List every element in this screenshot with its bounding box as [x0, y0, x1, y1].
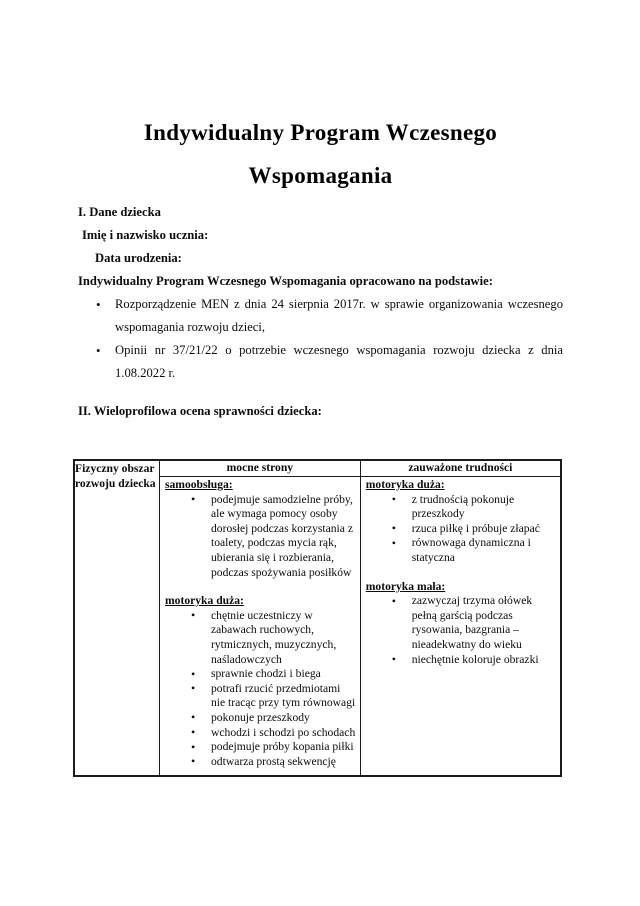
document-title-line1: Indywidualny Program Wczesnego [143, 120, 498, 145]
column-header-difficulties: zauważone trudności [360, 460, 561, 477]
list-item: • potrafi rzucić przedmiotami nie tracąc przy tym równowagi [211, 682, 356, 711]
section2-heading: II. Wieloprofilowa ocena sprawności dziecka: [78, 404, 322, 418]
strengths-gross-motor-subheading: motoryka duża: [165, 594, 244, 608]
basis-list [78, 293, 563, 385]
basis-heading: Indywidualny Program Wczesnego Wspomagania opracowano na podstawie: [78, 274, 493, 288]
table-header-row [74, 460, 561, 477]
list-item: • sprawnie chodzi i biega [211, 667, 356, 682]
row-label-physical-area: Fizyczny obszar rozwoju dziecka [74, 460, 160, 776]
list-item: • niechętnie koloruje obrazki [412, 653, 556, 668]
list-item: • chętnie uczestniczy w zabawach ruchowych, rytmicznych, muzycznych, naśladowczych [211, 609, 356, 667]
difficulties-gross-motor-section [366, 478, 556, 566]
difficulties-fine-motor-subheading: motoryka mała: [365, 579, 446, 593]
difficulties-fine-motor-section [366, 580, 556, 668]
list-item: • Opinii nr 37/21/22 o potrzebie wczesnego wspomagania rozwoju dziecka z dnia 1.08.2022 r. [115, 339, 563, 385]
list-item: • wchodzi i schodzi po schodach [211, 726, 356, 741]
list-item: • Rozporządzenie MEN z dnia 24 sierpnia 2017r. w sprawie organizowania wczesnego wspomagania rozwoju dzieci, [115, 293, 563, 339]
list-item: • pokonuje przeszkody [211, 711, 356, 726]
list-item: • równowaga dynamiczna i statyczna [412, 536, 556, 565]
document-title-line2: Wspomagania [248, 163, 393, 188]
assessment-table [73, 459, 562, 777]
strengths-cell [160, 477, 361, 777]
list-item: • podejmuje próby kopania piłki [211, 740, 356, 755]
birthdate-label: Data urodzenia: [95, 251, 182, 265]
list-item: • zazwyczaj trzyma ołówek pełną garścią podczas rysowania, bazgrania – nieadekwatny do wieku [412, 594, 556, 652]
difficulties-gross-motor-subheading: motoryka duża: [365, 478, 445, 491]
document-title [78, 0, 563, 197]
strengths-selfcare-section [165, 478, 356, 580]
difficulties-gross-motor-list [366, 493, 556, 566]
list-item: • odtwarza prostą sekwencję [211, 755, 356, 770]
strengths-gross-motor-section [165, 594, 356, 769]
difficulties-cell [360, 477, 561, 777]
difficulties-fine-motor-list [366, 594, 556, 667]
strengths-selfcare-list [165, 493, 356, 581]
list-item: • z trudnością pokonuje przeszkody [412, 493, 556, 522]
section1-heading: I. Dane dziecka [78, 205, 161, 219]
column-header-strengths: mocne strony [160, 460, 361, 477]
list-item: • podejmuje samodzielne próby, ale wymaga pomocy osoby dorosłej podczas korzystania z toalety, podczas mycia rąk, ubierania się i rozbierania, podczas spożywania posiłków [211, 493, 356, 581]
student-name-label: Imię i nazwisko ucznia: [82, 228, 209, 242]
strengths-gross-motor-list [165, 609, 356, 770]
list-item: • rzuca piłkę i próbuje złapać [412, 522, 556, 537]
strengths-selfcare-subheading: samoobsługa: [165, 478, 233, 491]
